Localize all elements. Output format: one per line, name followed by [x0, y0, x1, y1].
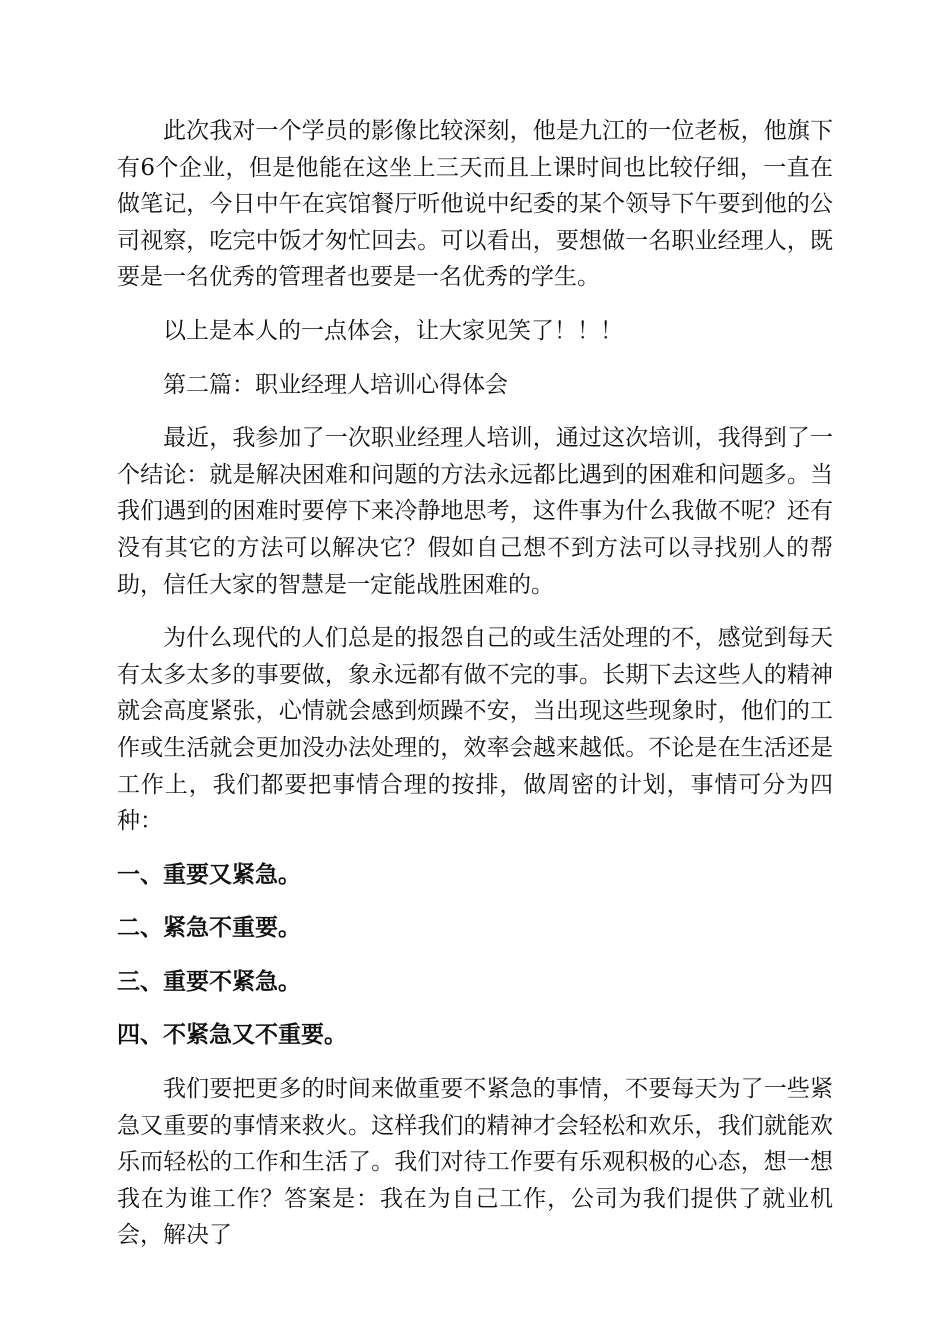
- list-item: 一、重要又紧急。: [117, 861, 301, 888]
- paragraph: 我们要把更多的时间来做重要不紧急的事情，不要每天为了一些紧急又重要的事情来救火。这样我们的精神才会轻松和欢乐，我们就能欢乐而轻松的工作和生活了。我们对待工作要有乐观积极的心态，想一想我在为谁工作？答案是：我在为自己工作，公司为我们提供了就业机会，解决了: [117, 1076, 833, 1249]
- document-page: [117, 113, 833, 1271]
- section-title: 第二篇：职业经理人培训心得体会: [163, 371, 508, 398]
- list-item: 三、重要不紧急。: [117, 968, 301, 995]
- list-item: 四、不紧急又不重要。: [117, 1022, 347, 1049]
- paragraph: 为什么现代的人们总是的报怨自己的或生活处理的不，感觉到每天有太多太多的事要做，象永远都有做不完的事。长期下去这些人的精神就会高度紧张，心情就会感到烦躁不安，当出现这些现象时，他们的工作或生活就会更加没办法处理的，效率会越来越低。不论是在生活还是工作上，我们都要把事情合理的按排，做周密的计划，事情可分为四种：: [117, 625, 833, 835]
- paragraph: 以上是本人的一点体会，让大家见笑了！！！: [163, 317, 623, 344]
- priority-list: [117, 857, 833, 1054]
- paragraph: 此次我对一个学员的影像比较深刻，他是九江的一位老板，他旗下有6个企业，但是他能在这坐上三天而且上课时间也比较仔细，一直在做笔记，今日中午在宾馆餐厅听他说中纪委的某个领导下午要到他的公司视察，吃完中饭才匆忙回去。可以看出，要想做一名职业经理人，既要是一名优秀的管理者也要是一名优秀的学生。: [117, 118, 833, 291]
- list-item: 二、紧急不重要。: [117, 915, 301, 942]
- paragraph: 最近，我参加了一次职业经理人培训，通过这次培训，我得到了一个结论：就是解决困难和问题的方法永远都比遇到的困难和问题多。当我们遇到的困难时要停下来冷静地思考，这件事为什么我做不呢？还有没有其它的方法可以解决它？假如自己想不到方法可以寻找别人的帮助，信任大家的智慧是一定能战胜困难的。: [117, 425, 833, 598]
